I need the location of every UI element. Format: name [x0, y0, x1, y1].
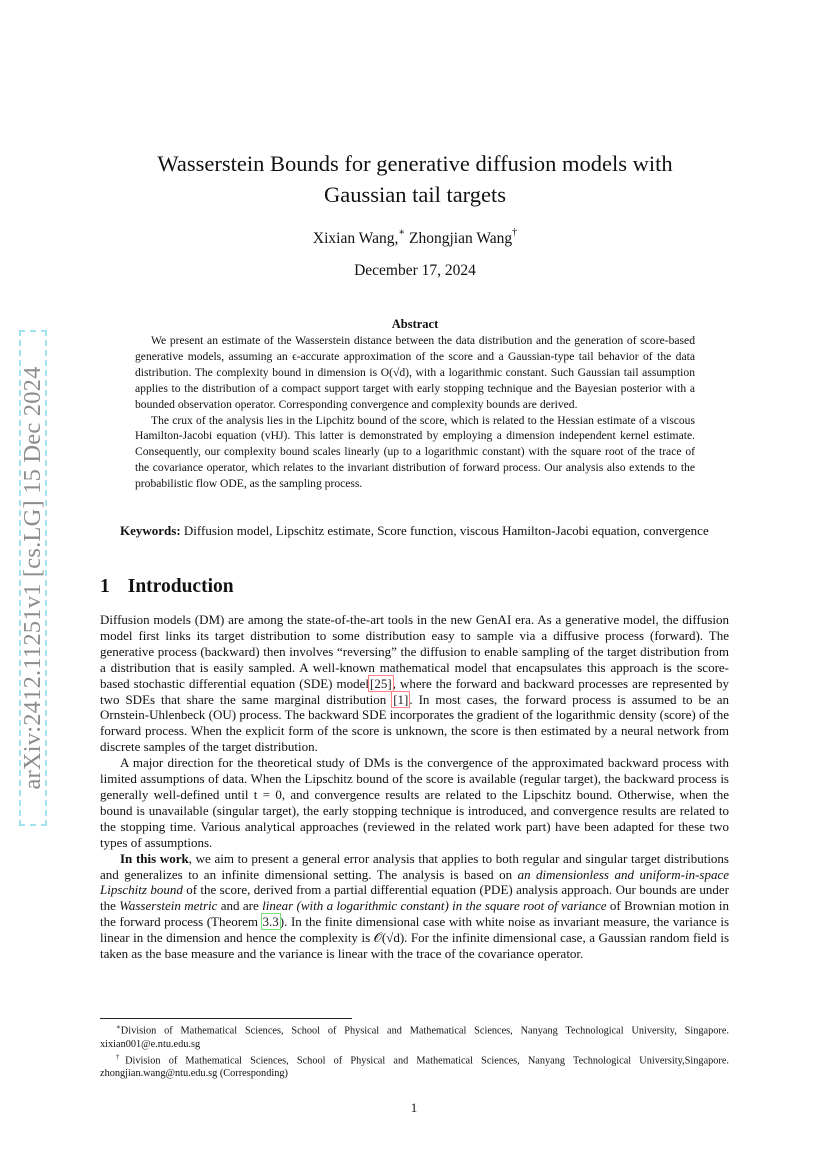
intro-p1-text-a: Diffusion models (DM) are among the state-of-the-art tools in the new GenAI era. As a generative model, the diffusion model first links its target distribution to some distribution easy to sample via a diffusive process (forward). The generative process (backward) then involves “reversing” the diffusion to enable sampling of the target distribution from a distribution that is easily sampled. A well-known mathematical model that encapsulates this approach is the score-based stochastic differential equation (SDE) model [100, 612, 729, 691]
intro-p3-text-b: of the score, derived from a partial differential equation (PDE) analysis approach. Our bounds are under the [100, 882, 729, 914]
intro-p3-text-c: and are [217, 898, 263, 914]
introduction-body [100, 612, 729, 962]
intro-p3-italic-3: linear (with a logarithmic constant) in the square root of variance [262, 898, 607, 914]
abstract-body [135, 333, 695, 492]
keywords [100, 522, 730, 540]
intro-p3-italic-1: an dimensionless and uniform-in-space Lipschitz bound [100, 866, 729, 898]
author-1: Xixian Wang, [312, 230, 399, 247]
intro-paragraph-2: A major direction for the theoretical study of DMs is the convergence of the approximated backward process with limited assumptions of data. When the Lipschitz bound of the score is available (regular target), the backward process is generally well-defined until t = 0, and convergence results are related to the Lipschitz bound. Otherwise, when the bound is unavailable (singular target), the early stopping technique is introduced, and convergence results are related to the stopping time. Various analytical approaches (reviewed in the related work part) have been adapted for these two types of assumptions. [100, 755, 729, 850]
section-heading [100, 576, 234, 598]
intro-p3-text-d: of Brownian motion in the forward process (Theorem [100, 898, 730, 930]
footnote-2-mark: † [116, 1052, 126, 1061]
author-2: Zhongjian Wang [409, 230, 513, 247]
abstract-paragraph-2: The crux of the analysis lies in the Lipchitz bound of the score, which is related to the Hessian estimate of a viscous Hamilton-Jacobi equation (vHJ). This latter is demonstrated by employing a dimension independent kernel estimate. Consequently, our complexity bound scales linearly (up to a logarithmic constant) with the square root of the trace of the covariance operator, which relates to the invariant distribution of forward process. Our analysis also extends to the probabilistic flow ODE, as the sampling process. [135, 413, 695, 491]
arxiv-side-stamp[interactable] [19, 330, 47, 826]
keywords-text: Diffusion model, Lipschitz estimate, Score function, viscous Hamilton-Jacobi equation, convergence [183, 523, 709, 538]
intro-p3-bold: In this work [120, 850, 189, 866]
footnote-1-mark: ∗ [116, 1023, 121, 1031]
page-number: 1 [410, 1100, 418, 1115]
intro-p3-italic-2: Wasserstein metric [119, 898, 218, 914]
abstract-paragraph-1: We present an estimate of the Wasserstein distance between the data distribution and the generation of score-based generative models, assuming an ϵ-accurate approximation of the score and a Gaussian-type tail behavior of the data distribution. The complexity bound in dimension is O(√d), with a logarithmic constant. Such Gaussian tail assumption applies to the distribution of a compact support target with early stopping technique and the Bayesian posterior with a bounded observation operator. Corresponding convergence and complexity bounds are derived. [135, 334, 695, 411]
section-title: Introduction [127, 576, 234, 597]
title-line-1: Wasserstein Bounds for generative diffusion models with [157, 151, 673, 176]
arxiv-identifier: arXiv:2412.11251v1 [cs.LG] 15 Dec 2024 [19, 366, 46, 790]
abstract-heading: Abstract [391, 317, 439, 331]
intro-p3-text-a: , we aim to present a general error analysis that applies to both regular and singular target distributions and generalizes to an infinite dimensional setting. The analysis is based on [100, 850, 729, 882]
citation-link-1[interactable]: [1] [393, 691, 409, 707]
paper-date: December 17, 2024 [354, 262, 476, 279]
section-number: 1 [100, 576, 110, 597]
author-1-footnote-mark[interactable]: ∗ [398, 227, 406, 238]
title-line-2: Gaussian tail targets [323, 182, 507, 207]
intro-p1-text-c: . In most cases, the forward process is assumed to be an Ornstein-Uhlenbeck (OU) process. The backward SDE incorporates the gradient of the logarithmic density (score) of the forward process. When the explicit form of the score is unknown, the score is then estimated by a neural network from discrete samples of the target distribution. [100, 691, 729, 755]
intro-paragraph-1 [100, 612, 729, 755]
footnote-2 [100, 1051, 729, 1081]
citation-link-25[interactable]: [25] [370, 675, 392, 691]
keywords-label: Keywords: [120, 523, 181, 538]
theorem-link-3-3[interactable]: 3.3 [262, 914, 279, 930]
intro-paragraph-3 [100, 851, 729, 962]
footnote-rule [100, 1018, 352, 1019]
paper-title [100, 148, 730, 210]
author-2-footnote-mark[interactable]: † [512, 227, 518, 238]
author-list [100, 227, 730, 248]
intro-p3-text-e: ). In the finite dimensional case with white noise as invariant measure, the variance is linear in the dimension and hence the complexity is 𝒪(√d). For the infinite dimensional case, a Gaussian random field is taken as the base measure and the variance is linear with the trace of the covariance operator. [100, 914, 729, 962]
footnote-2-text: Division of Mathematical Sciences, School of Physical and Mathematical Sciences, Nanyang Technological University,Singapore. zhongjian.wang@ntu.edu.sg (Corresponding) [100, 1055, 730, 1080]
intro-p1-text-b: , where the forward and backward processes are represented by two SDEs that share the same marginal distribution [100, 675, 729, 707]
footnote-1-text: Division of Mathematical Sciences, School of Physical and Mathematical Sciences, Nanyang Technological University, Singapore. xixian001@e.ntu.edu.sg [100, 1025, 729, 1050]
footnotes [100, 1021, 729, 1081]
footnote-1 [100, 1021, 729, 1051]
